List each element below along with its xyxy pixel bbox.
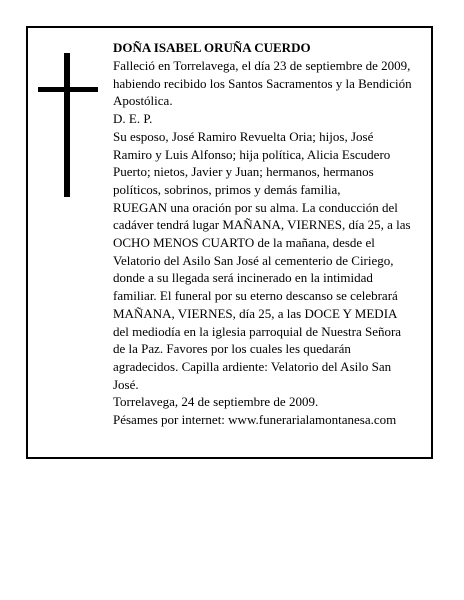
cross-horizontal-bar — [38, 87, 98, 92]
family-members: Su esposo, José Ramiro Revuelta Oria; hijos, José Ramiro y Luis Alfonso; hija política, Alicia Escudero Puerto; nietos, Javier y Juan; hermanos, hermanos políticos, sobrinos, primos y demás familia, — [113, 128, 391, 197]
obituary-text — [113, 38, 415, 429]
condolences-website: Pésames por internet: www.funerarialamontanesa.com — [113, 412, 397, 428]
funeral-details: RUEGAN una oración por su alma. La conducción del cadáver tendrá lugar MAÑANA, VIERNES, día 25, a las OCHO MENOS CUARTO de la mañana, desde el Velatorio del Asilo San José al cementerio de Ciriego, donde a su llegada será incinerado en la intimidad familiar. El funeral por su eterno descanso se celebrará MAÑANA, VIERNES, día 25, a las DOCE Y MEDIA del mediodía en la iglesia parroquial de Nuestra Señora de la Paz. Favores por los cuales les quedarán agradecidos. Capilla ardiente: Velatorio del Asilo San José. — [113, 199, 411, 392]
cross-vertical-bar — [64, 53, 70, 197]
rip-line: D. E. P. — [113, 111, 153, 127]
cross-icon — [38, 53, 98, 197]
death-statement: Falleció en Torrelavega, el día 23 de septiembre de 2009, habiendo recibido los Santos Sacramentos y la Bendición Apostólica. — [113, 58, 412, 109]
place-date: Torrelavega, 24 de septiembre de 2009. — [113, 394, 319, 410]
deceased-name: DOÑA ISABEL ORUÑA CUERDO — [113, 40, 311, 55]
